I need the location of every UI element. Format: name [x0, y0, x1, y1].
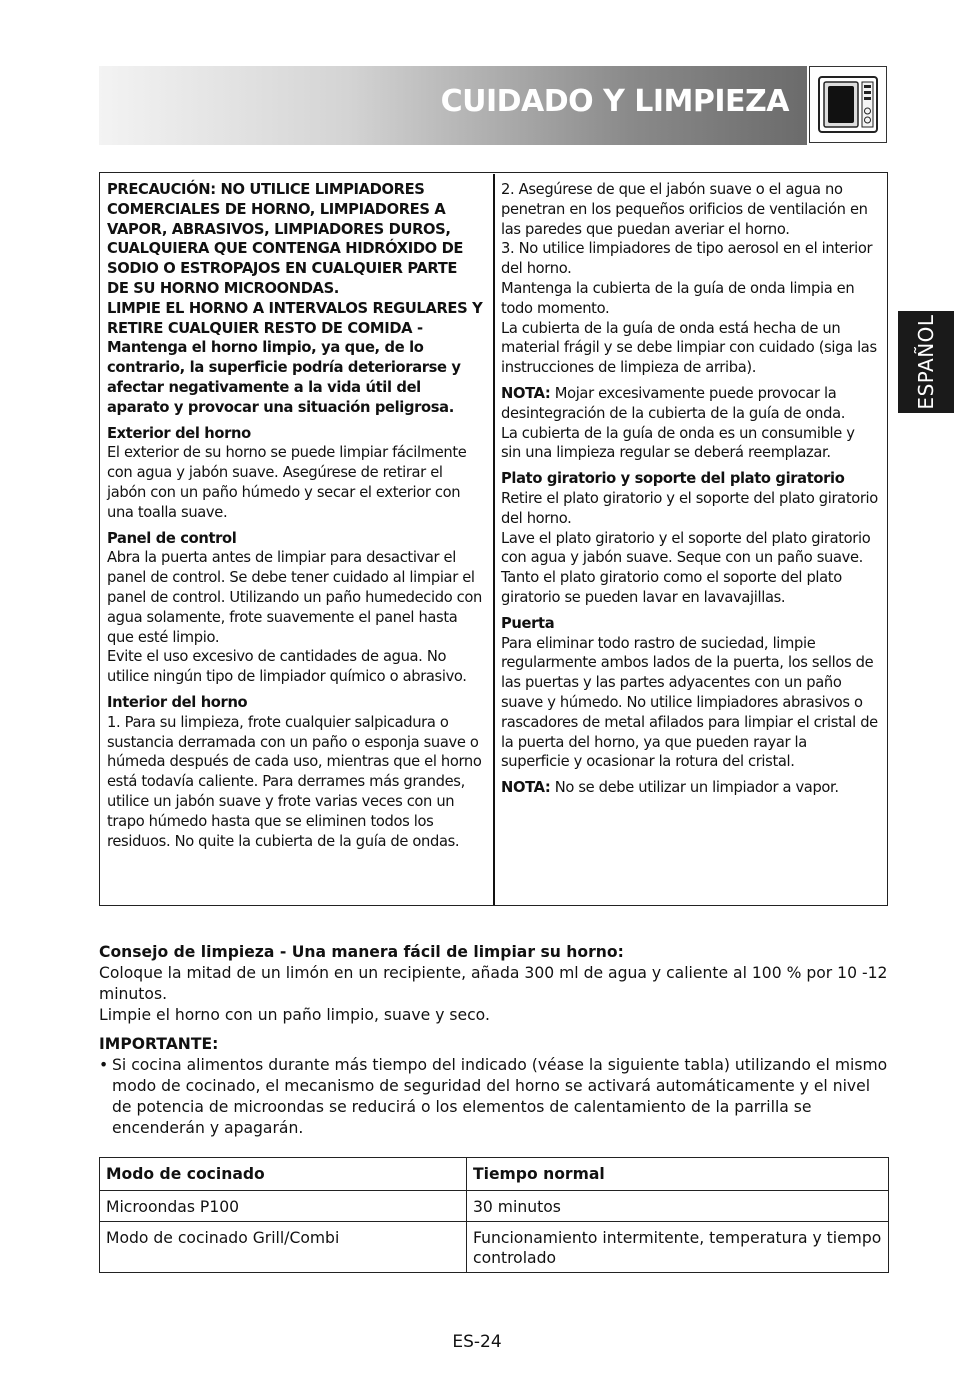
door-text: Para eliminar todo rastro de suciedad, limpie regularmente ambos lados de la puerta, los sellos de las puertas y las partes adyacentes con un paño suave y húmedo. No utilice limpiadores abrasivos o rascadores de metal afilados para limpiar el cristal de la puerta del horno, ya que pueden rayar la superficie y ocasionar la rotura del cristal.: [501, 634, 878, 771]
interval-text: LIMPIE EL HORNO A INTERVALOS REGULARES Y RETIRE CUALQUIER RESTO DE COMIDA - Mantenga el horno limpio, ya que, de lo contrario, la superficie podría deteriorarse y afectar negativamente a la vida útil del aparato y provocar una situación peligrosa.: [107, 299, 483, 416]
note-text: No se debe utilizar un limpiador a vapor.: [550, 779, 839, 797]
note-text: Mojar excesivamente puede provocar la desintegración de la cubierta de la guía de onda.: [501, 384, 846, 422]
interior-heading: Interior del horno: [107, 693, 248, 711]
important-text: Si cocina alimentos durante más tiempo del indicado (véase la siguiente tabla) utilizando el mismo modo de cocinado, el mecanismo de seguridad del horno se activará automáticamente y el nivel de potencia de microondas se reducirá o los elementos de calentamiento de la parrilla se encenderán y apagarán.: [112, 1056, 888, 1137]
important-bullet: [99, 1055, 889, 1139]
caution-text: PRECAUCIÓN: NO UTILICE LIMPIADORES COMERCIALES DE HORNO, LIMPIADORES A VAPOR, ABRASIVOS, LIMPIADORES DUROS, CUALQUIERA QUE CONTENGA HIDRÓXIDO DE SODIO O ESTROPAJOS EN CUALQUIER PARTE DE SU HORNO MICROONDAS.: [107, 181, 464, 297]
section-title: CUIDADO Y LIMPIEZA: [440, 84, 789, 119]
exterior-text: El exterior de su horno se puede limpiar fácilmente con agua y jabón suave. Asegúrese de retirar el jabón con un paño húmedo y secar el exterior con una toalla suave.: [107, 444, 467, 521]
cooking-times-table: [99, 1157, 889, 1273]
tip-heading: Consejo de limpieza - Una manera fácil de limpiar su horno:: [99, 943, 624, 961]
language-tab: [898, 311, 954, 413]
door-heading: Puerta: [501, 614, 555, 632]
care-left-column: [107, 180, 483, 851]
control-panel-heading: Panel de control: [107, 529, 237, 547]
waveguide-text: Mantenga la cubierta de la guía de onda limpia en todo momento.: [501, 279, 855, 317]
cleaning-tip-section: [99, 942, 889, 1139]
note-label: NOTA:: [501, 779, 551, 797]
important-heading: IMPORTANTE:: [99, 1035, 219, 1053]
table-cell: Modo de cocinado Grill/Combi: [100, 1222, 467, 1273]
table-row: [100, 1222, 889, 1273]
consumable-text: La cubierta de la guía de onda es un consumible y sin una limpieza regular se deberá reemplazar.: [501, 424, 855, 462]
turntable-text: Retire el plato giratorio y el soporte del plato giratorio del horno.: [501, 489, 878, 527]
section-header-banner: [99, 66, 807, 145]
microwave-icon: [809, 66, 887, 143]
care-right-column: [501, 180, 878, 798]
steam-note: [501, 778, 878, 798]
table-cell: Funcionamiento intermitente, temperatura y tiempo controlado: [467, 1222, 889, 1273]
aerosol-item: 3. No utilice limpiadores de tipo aerosol en el interior del horno.: [501, 240, 873, 278]
table-header-cell: Tiempo normal: [467, 1158, 889, 1191]
table-header-row: [100, 1158, 889, 1191]
column-divider: [493, 174, 495, 905]
exterior-heading: Exterior del horno: [107, 424, 251, 442]
note-label: NOTA:: [501, 384, 551, 402]
table-row: [100, 1191, 889, 1222]
page-number: ES-24: [452, 1332, 502, 1352]
tip-text-2: Limpie el horno con un paño limpio, suave y seco.: [99, 1006, 490, 1024]
bullet-glyph: •: [99, 1056, 109, 1074]
language-label: ESPAÑOL: [914, 314, 938, 410]
waveguide-note: [501, 384, 878, 424]
ventilation-item: 2. Asegúrese de que el jabón suave o el agua no penetran en los pequeños orificios de ventilación en las paredes que puedan averiar el horno.: [501, 181, 868, 238]
control-panel-text-2: Evite el uso excesivo de cantidades de agua. No utilice ningún tipo de limpiador químico o abrasivo.: [107, 648, 467, 686]
table-cell: 30 minutos: [467, 1191, 889, 1222]
table-cell: Microondas P100: [100, 1191, 467, 1222]
turntable-wash-text: Lave el plato giratorio y el soporte del plato giratorio con agua y jabón suave. Seque con un paño suave. Tanto el plato giratorio como el soporte del plato giratorio se pueden lavar en lavavajillas.: [501, 529, 871, 606]
tip-text: Coloque la mitad de un limón en un recipiente, añada 300 ml de agua y caliente al 100 % por 10 -12 minutos.: [99, 964, 888, 1003]
waveguide-fragile-text: La cubierta de la guía de onda está hecha de un material frágil y se debe limpiar con cuidado (siga las instrucciones de limpieza de arriba).: [501, 319, 877, 377]
interior-text: 1. Para su limpieza, frote cualquier salpicadura o sustancia derramada con un paño o esponja suave o húmeda después de cada uso, mientras que el horno está todavía caliente. Para derrames más grandes, utilice un jabón suave y frote varias veces con un trapo húmedo hasta que se eliminen todos los residuos. No quite la cubierta de la guía de ondas.: [107, 713, 482, 850]
turntable-heading: Plato giratorio y soporte del plato giratorio: [501, 470, 845, 488]
control-panel-text: Abra la puerta antes de limpiar para desactivar el panel de control. Se debe tener cuidado al limpiar el panel de control. Utilizando un paño humedecido con agua solamente, frote suavemente el panel hasta que esté limpio.: [107, 549, 482, 646]
table-header-cell: Modo de cocinado: [100, 1158, 467, 1191]
